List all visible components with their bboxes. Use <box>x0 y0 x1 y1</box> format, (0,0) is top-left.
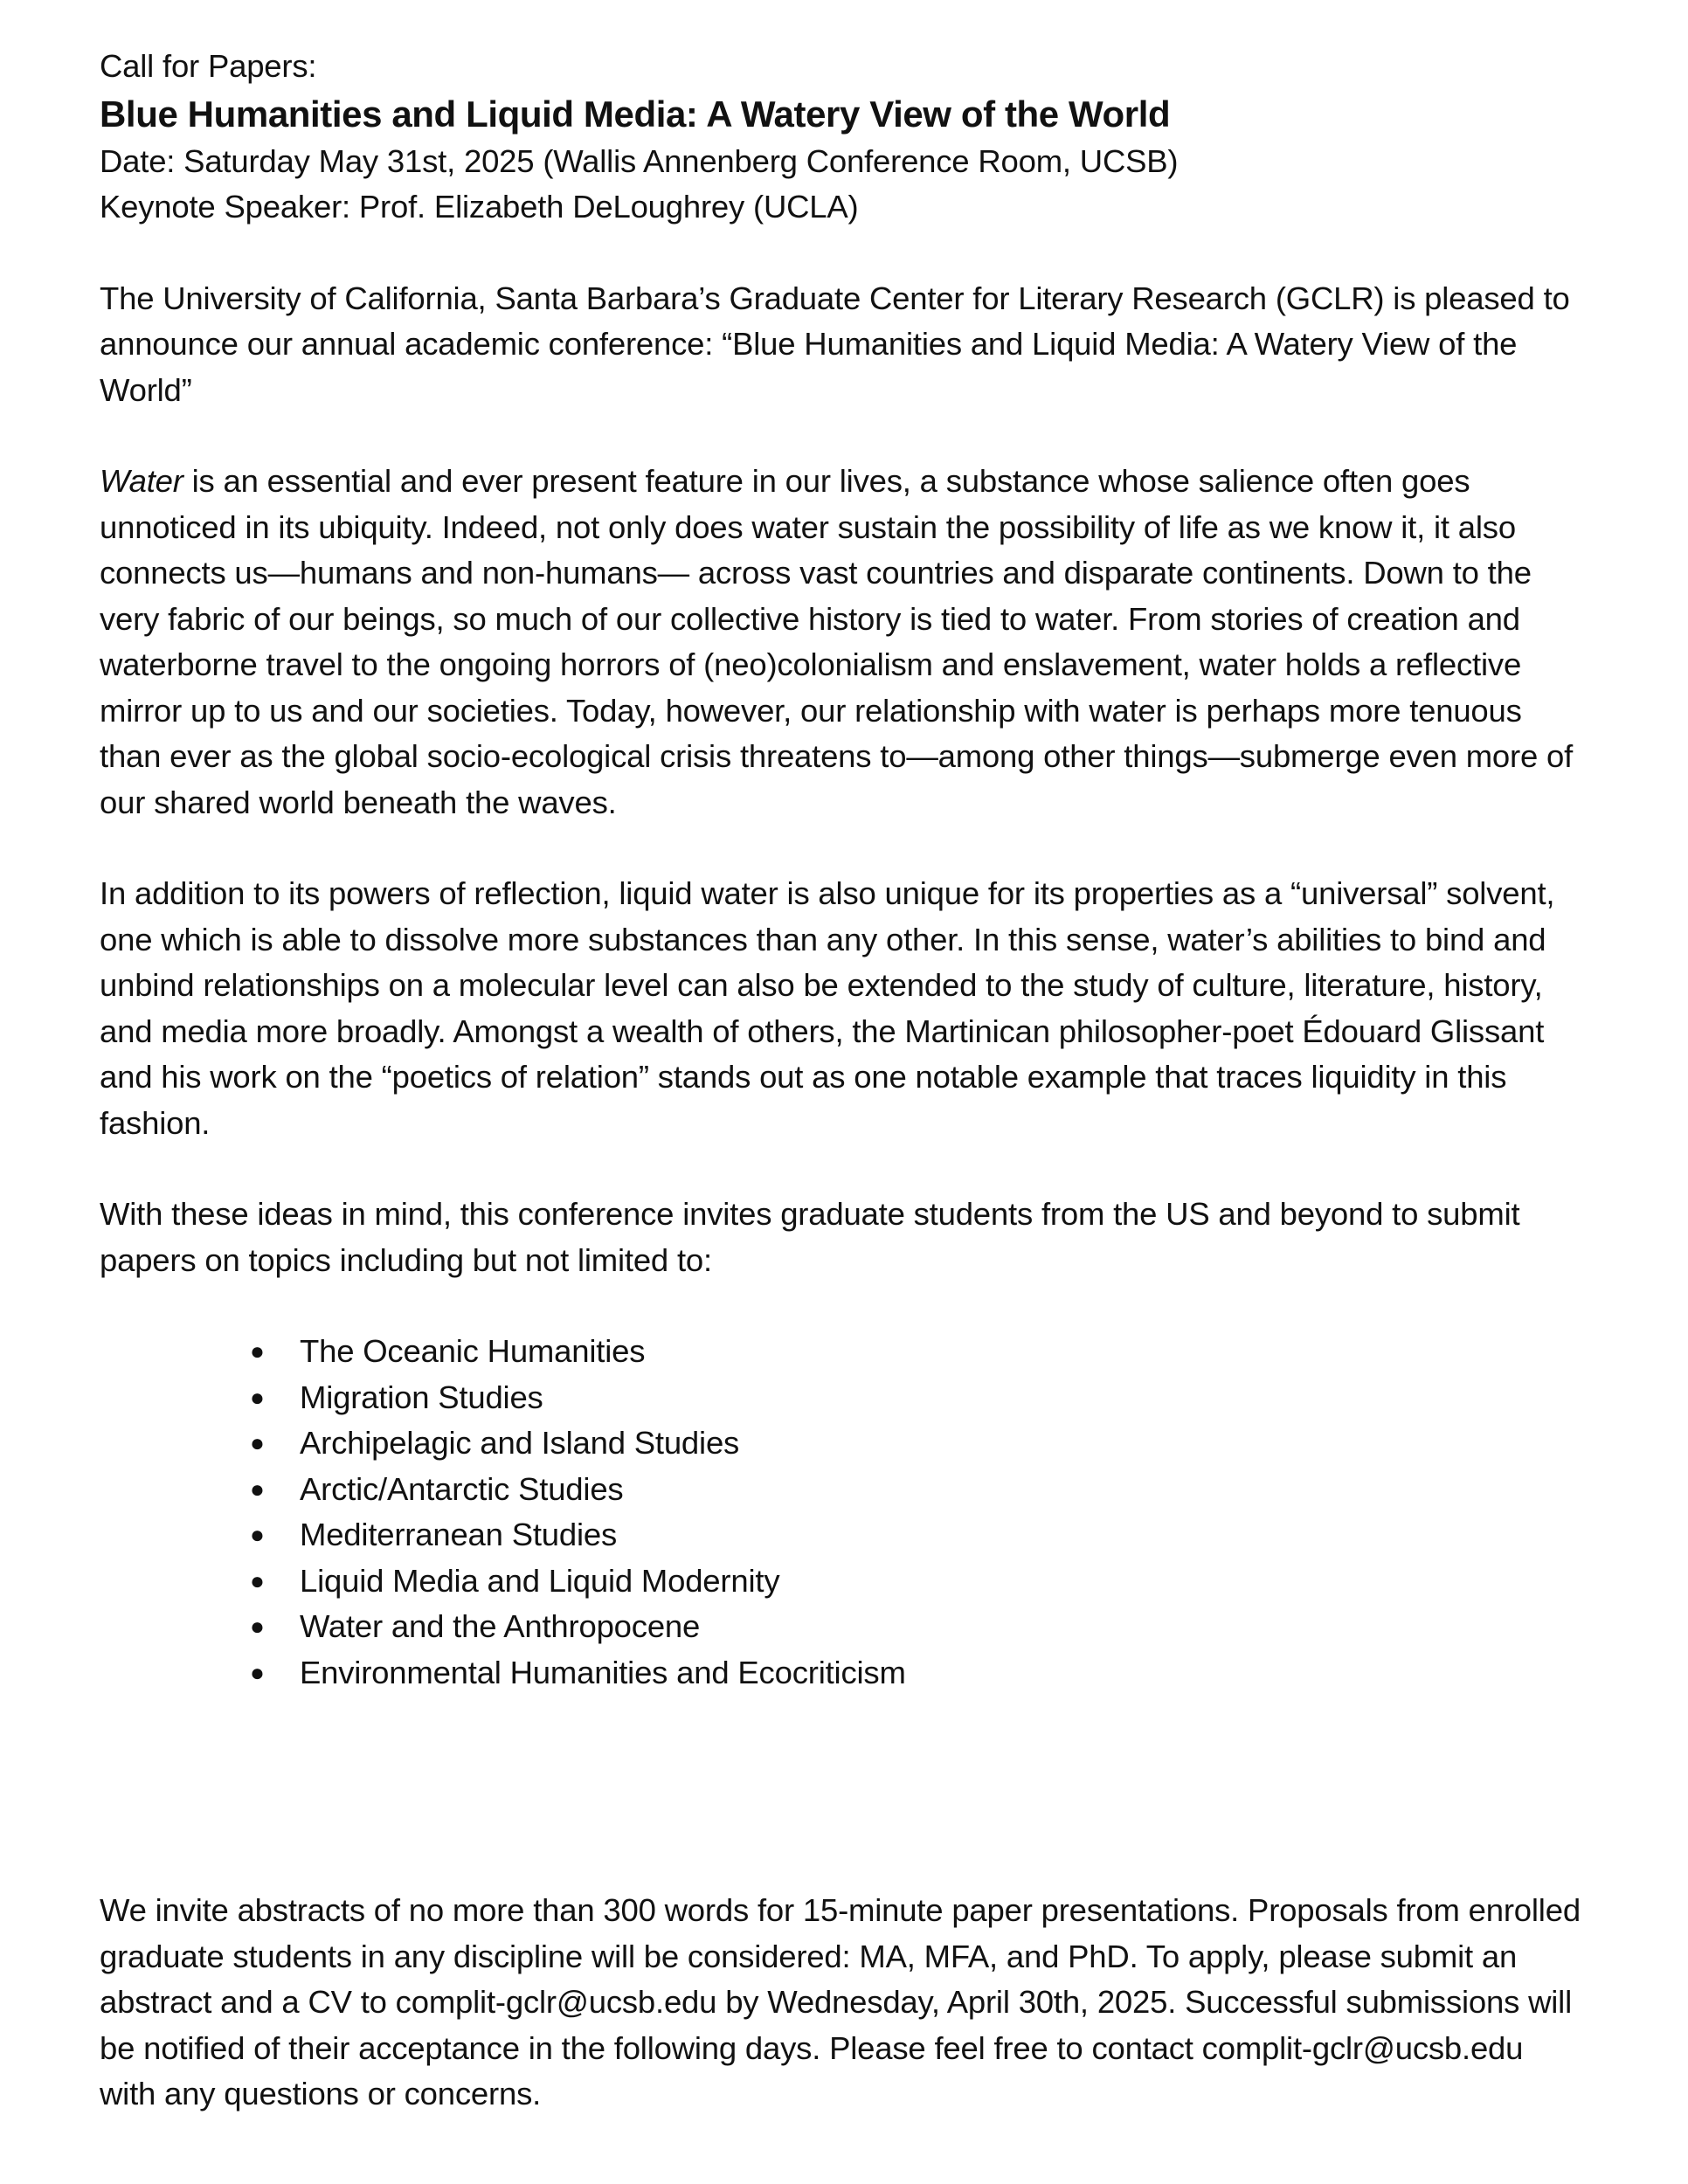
topic-label: The Oceanic Humanities <box>300 1333 646 1369</box>
topic-label: Environmental Humanities and Ecocriticism <box>300 1654 906 1690</box>
call-for-papers-label: Call for Papers: <box>100 48 317 84</box>
list-item <box>250 1604 1585 1650</box>
reflection-paragraph: In addition to its powers of reflection, liquid water is also unique for its properties as a “universal” solvent, one which is able to dissolve more substances than any other. In this sense, water’s abilities to bind and unbind relationships on a molecular level can also be extended to the study of culture, literature, history, and media more broadly. Amongst a wealth of others, the Martinican philosopher-poet Édouard Glissant and his work on the “poetics of relation” stands out as one notable example that traces liquidity in this fashion. <box>100 875 1555 1141</box>
water-paragraph <box>100 459 1585 826</box>
bullet-icon: ● <box>250 1566 265 1594</box>
topic-label: Water and the Anthropocene <box>300 1608 701 1644</box>
list-item <box>250 1420 1585 1467</box>
closing-paragraph: We invite abstracts of no more than 300 words for 15-minute paper presentations. Proposals from enrolled graduate students in any discipline will be considered: MA, MFA, and PhD. To apply, please submit an abstract and a CV to complit-gclr@ucsb.edu by Wednesday, April 30th, 2025. Successful submissions will be notified of their acceptance in the following days. Please feel free to contact complit-gclr@ucsb.edu with any questions or concerns. <box>100 1892 1581 2111</box>
water-lead-word: Water <box>100 463 183 499</box>
list-item <box>250 1329 1585 1375</box>
list-item <box>250 1512 1585 1559</box>
topic-label: Mediterranean Studies <box>300 1517 618 1552</box>
bullet-icon: ● <box>250 1613 265 1640</box>
topic-label: Migration Studies <box>300 1379 543 1415</box>
conference-title: Blue Humanities and Liquid Media: A Watery View of the World <box>100 93 1171 135</box>
invitation-paragraph: With these ideas in mind, this conference invites graduate students from the US and beyond to submit papers on topics including but not limited to: <box>100 1196 1520 1278</box>
water-paragraph-text: is an essential and ever present feature in our lives, a substance whose salience often goes unnoticed in its ubiquity. Indeed, not only does water sustain the possibility of life as we know it, it also connects us—humans and non-humans— across vast countries and disparate continents. Down to the very fabric of our beings, so much of our collective history is tied to water. From stories of creation and waterborne travel to the ongoing horrors of (neo)colonialism and enslavement, water holds a reflective mirror up to us and our societies. Today, however, our relationship with water is perhaps more tenuous than ever as the global socio-ecological crisis threatens to—among other things—submerge even more of our shared world beneath the waves. <box>100 463 1574 820</box>
topic-label: Archipelagic and Island Studies <box>300 1425 740 1461</box>
keynote-line: Keynote Speaker: Prof. Elizabeth DeLoughrey (UCLA) <box>100 189 859 225</box>
topic-label: Liquid Media and Liquid Modernity <box>300 1562 780 1599</box>
bullet-icon: ● <box>250 1658 265 1686</box>
document-page <box>100 44 1585 2118</box>
list-item <box>250 1375 1585 1421</box>
bullet-icon: ● <box>250 1337 265 1365</box>
topics-list <box>100 1329 1585 1696</box>
date-line: Date: Saturday May 31st, 2025 (Wallis Annenberg Conference Room, UCSB) <box>100 142 1179 179</box>
list-item <box>250 1467 1585 1513</box>
list-item <box>250 1559 1585 1605</box>
bullet-icon: ● <box>250 1475 265 1503</box>
bullet-icon: ● <box>250 1521 265 1548</box>
intro-paragraph: The University of California, Santa Barbara’s Graduate Center for Literary Research (GCLR) is pleased to announce our annual academic conference: “Blue Humanities and Liquid Media: A Watery View of the World” <box>100 280 1570 408</box>
topic-label: Arctic/Antarctic Studies <box>300 1470 624 1507</box>
bullet-icon: ● <box>250 1429 265 1456</box>
bullet-icon: ● <box>250 1383 265 1411</box>
list-item <box>250 1650 1585 1697</box>
